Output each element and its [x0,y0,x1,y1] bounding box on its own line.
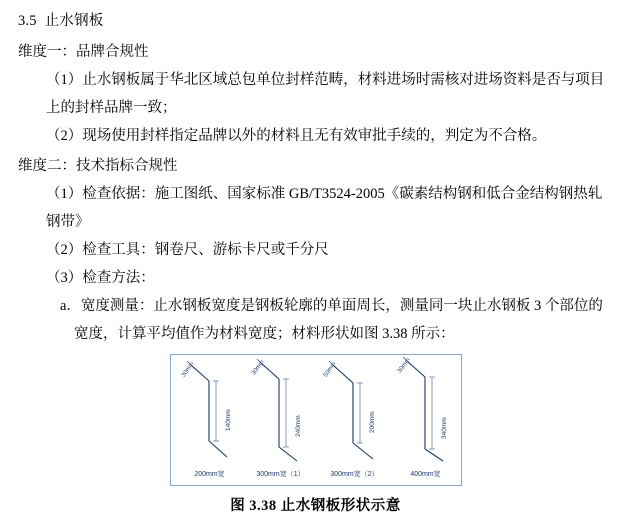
dimension-2-item-1: （1）检查依据：施工图纸、国家标准 GB/T3524-2005《碳素结构钢和低合金结构钢热轧钢带》 [46,186,603,230]
figure-shape-4 [393,355,459,485]
figure-caption: 图 3.38 止水钢板形状示意 [230,498,401,514]
shape-1-height-label: 140mm [224,409,232,431]
shape-2-top-label: 30mm [250,359,265,377]
figure-waterstop-shapes [170,354,462,486]
shape-2-bottom-label: 300mm宽（1） [256,471,305,478]
dimension-2-item-3: （3）检查方法： [46,270,155,286]
shape-4-height-label: 340mm [440,417,448,439]
shape-3-top-label: 50mm [322,361,337,379]
shape-3-bottom-label: 300mm宽（2） [330,471,379,478]
section-number: 3.5 [18,13,37,29]
shape-4-bottom-label: 400mm宽 [410,471,441,478]
shape-4-top-label: 30mm [396,357,411,375]
section-title [18,10,613,32]
section-title-text: 止水钢板 [44,13,104,29]
shape-3-height-label: 200mm [368,411,376,433]
dimension-2-subitem-a: a．宽度测量：止水钢板宽度是钢板轮廓的单面周长，测量同一块止水钢板 3 个部位的宽度，计算平均值作为材料宽度；材料形状如图 3.38 所示： [60,298,603,342]
shape-2-height-label: 240mm [294,415,302,437]
dimension-2-heading: 维度二：技术指标合规性 [18,158,178,174]
figure-shape-1 [177,355,243,485]
shape-1-bottom-label: 200mm宽 [194,471,225,478]
dimension-1-heading: 维度一：品牌合规性 [18,44,149,60]
dimension-2-item-2: （2）检查工具：钢卷尺、游标卡尺或千分尺 [46,242,329,258]
shape-1-top-label: 30mm [180,361,195,379]
dimension-1-item-1: （1）止水钢板属于华北区域总包单位封样范畴，材料进场时需核对进场资料是否与项目上的封样品牌一致； [46,72,605,116]
figure-container [18,354,613,486]
dimension-1-item-2: （2）现场使用封样指定品牌以外的材料且无有效审批手续的，判定为不合格。 [46,128,547,144]
figure-shape-3 [319,355,391,485]
figure-shape-2 [245,355,317,485]
